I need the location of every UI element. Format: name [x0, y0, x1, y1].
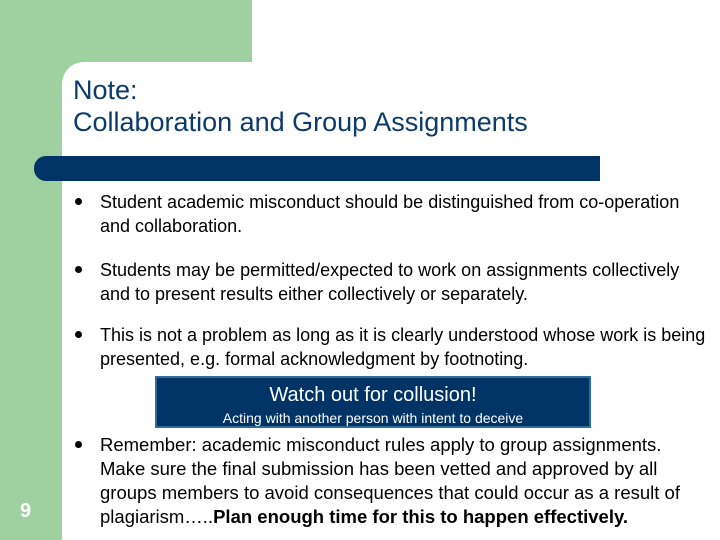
slide-number: 9: [20, 500, 32, 522]
slide-title-line1: Note:: [73, 75, 138, 105]
bullet-text: Students may be permitted/expected to work on assignments collectively and to present results either collectively or separately.: [100, 260, 680, 304]
title-underline-bar: [34, 156, 600, 181]
slide-title: [73, 74, 528, 138]
bullet-text: This is not a problem as long as it is clearly understood whose work is being presented, e.g. formal acknowledgment by footnoting.: [100, 325, 706, 369]
slide-title-line2: Collaboration and Group Assignments: [73, 107, 528, 137]
bullet-body: Remember: academic misconduct rules apply to group assignments. Make sure the final submission has been vetted and approved by all groups members to avoid consequences that could occur as a result of plagiarism…..: [100, 434, 680, 527]
bullet-item: [75, 190, 710, 238]
callout-title: Watch out for collusion!: [269, 384, 477, 406]
bullet-item: [75, 433, 710, 529]
bullet-dot-icon: [75, 266, 82, 273]
bullet-text: [100, 433, 710, 529]
bullet-dot-icon: [75, 198, 82, 205]
bullet-text: Student academic misconduct should be distinguished from co-operation and collaboration.: [100, 192, 680, 236]
bullet-item: [75, 323, 710, 371]
callout-subtitle: Acting with another person with intent to deceive: [222, 410, 524, 426]
bullet-dot-icon: [75, 441, 82, 448]
collusion-callout: [155, 376, 591, 428]
bullet-dot-icon: [75, 331, 82, 338]
bullet-emphasis: Plan enough time for this to happen effectively.: [213, 506, 629, 527]
bullet-item: [75, 258, 710, 306]
